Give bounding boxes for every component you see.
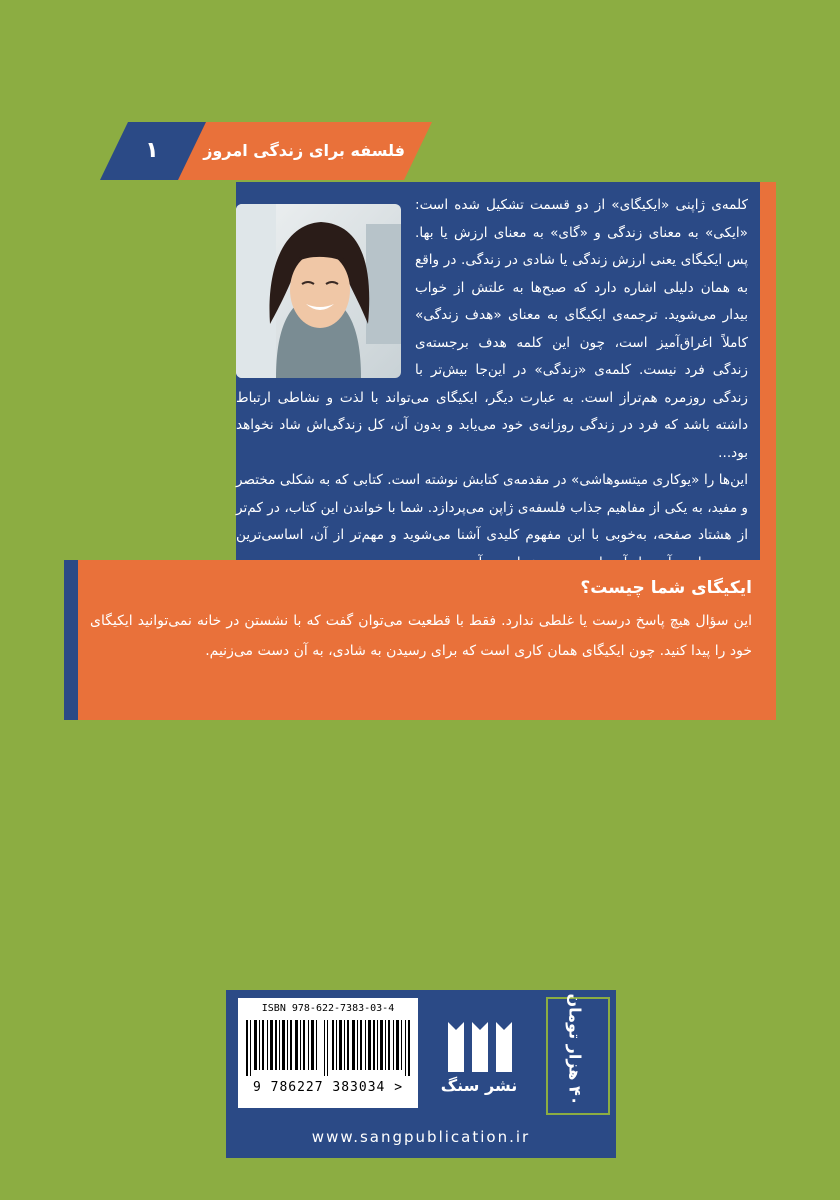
description-paragraph-2: این‌ها را «یوکاری میتسوهاشی» در مقدمه‌ی کتابش نوشته است. کتابی که به شکلی مختصر و مفید، به یکی از مفاهیم جذاب فلسفه‌ی ژاپن می‌پردازد. شما با خواندن این کتاب، در کم‌تر از هشتاد صفحه، به‌خوبی با این مفهوم کلیدی آشنا می‌شوید و مهم‌تر از آن، اساسی‌ترین	[236, 472, 748, 543]
series-title: فلسفه برای زندگی امروز	[203, 141, 405, 160]
question-text: این سؤال هیچ پاسخ درست یا غلطی ندارد. فقط با قطعیت می‌توان گفت که با نشستن در خانه نمی‌توانید ایکیگای خود را پیدا کنید. چون ایکیگای همان کاری است که برای رسیدن به شادی، به آن دست می‌زنیم.	[90, 613, 752, 659]
question-box-tab	[64, 560, 78, 720]
publisher-logo-icon	[444, 1022, 516, 1072]
description-paragraph-1: کلمه‌ی ژاپنی «ایکیگای» از دو قسمت تشکیل شده است: «ایکی» به معنای زندگی و «گای» به معنای ارزش یا بها. پس ایکیگای یعنی ارزش زندگی یا شادی در زندگی. در واقع به همان دلیلی اشاره دارد که صبح‌ها به علتش از خواب بیدار می‌شوید. ترجمه‌ی ایکیگای به معنای «هدف زندگی» کاملاً اغراق‌آمیز است، چون این کلمه هدف برجسته‌ی زندگی فرد نیست. کلمه‌ی «زندگی» در این‌جا بیش‌تر با زندگی روزمره هم‌تراز است. به عبارت دیگر، ایکیگای می‌تواند با لذت و نشاطی ارتباط داشته باشد که فرد در زندگی روزانه‌ی خود می‌یابد و بدون آن، کل زندگی‌اش شاد نخواهد بود...	[236, 197, 748, 461]
publisher-name: نشر سنگ	[440, 1076, 518, 1095]
barcode-icon	[246, 1020, 410, 1076]
author-photo	[236, 204, 401, 378]
question-title: ایکیگای شما چیست؟	[580, 578, 752, 598]
description-text	[236, 192, 748, 558]
isbn-label: ISBN 978-622-7383-03-4	[261, 1003, 395, 1014]
series-number: ۱	[145, 138, 159, 163]
price-label: ۴۰ هزار تومان	[565, 993, 585, 1106]
website-link[interactable]: www.sangpublication.ir	[311, 1128, 531, 1146]
barcode-digits: 9 786227 383034 >	[252, 1080, 404, 1095]
